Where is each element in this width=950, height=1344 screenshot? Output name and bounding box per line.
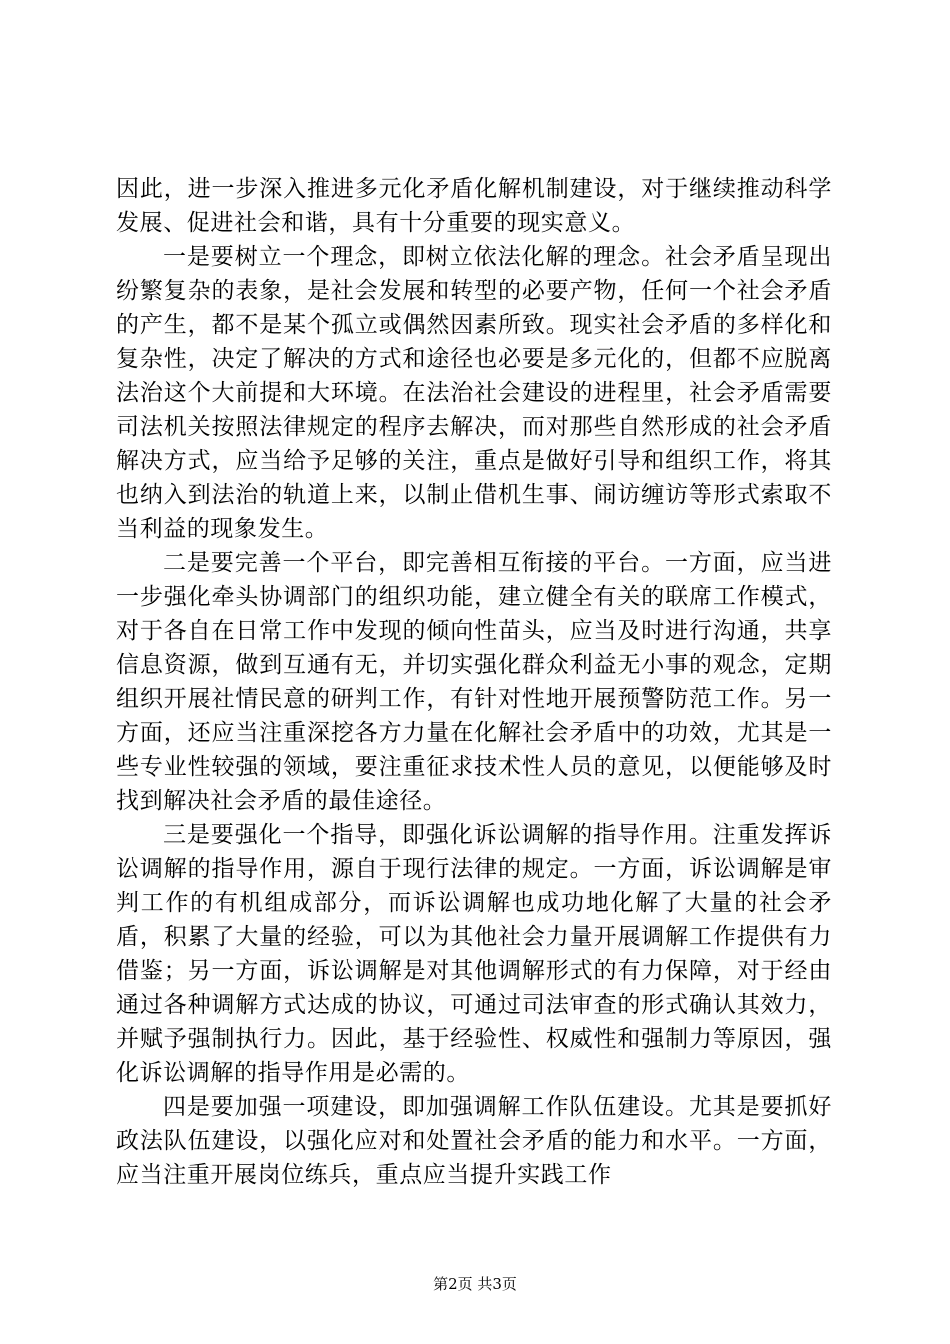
paragraph-point-two: 二是要完善一个平台，即完善相互衔接的平台。一方面，应当进一步强化牵头协调部门的组织功能，建立健全有关的联席工作模式，对于各自在日常工作中发现的倾向性苗头，应当及时进行沟通，共享信息资源，做到互通有无，并切实强化群众利益无小事的观念，定期组织开展社情民意的研判工作，有针对性地开展预警防范工作。另一方面，还应当注重深挖各方力量在化解社会矛盾中的功效，尤其是一些专业性较强的领域，要注重征求技术性人员的意见，以便能够及时找到解决社会矛盾的最佳途径。	[116, 550, 832, 814]
page-number-footer: 第2页 共3页	[433, 1275, 517, 1293]
paragraph-point-three: 三是要强化一个指导，即强化诉讼调解的指导作用。注重发挥诉讼调解的指导作用，源自于现行法律的规定。一方面，诉讼调解是审判工作的有机组成部分，而诉讼调解也成功地化解了大量的社会矛盾，积累了大量的经验，可以为其他社会力量开展调解工作提供有力借鉴；另一方面，诉讼调解是对其他调解形式的有力保障，对于经由通过各种调解方式达成的协议，可通过司法审查的形式确认其效力，并赋予强制执行力。因此，基于经验性、权威性和强制力等原因，强化诉讼调解的指导作用是必需的。	[116, 822, 832, 1086]
paragraph-point-one: 一是要树立一个理念，即树立依法化解的理念。社会矛盾呈现出纷繁复杂的表象，是社会发展和转型的必要产物，任何一个社会矛盾的产生，都不是某个孤立或偶然因素所致。现实社会矛盾的多样化和复杂性，决定了解决的方式和途径也必要是多元化的，但都不应脱离法治这个大前提和大环境。在法治社会建设的进程里，社会矛盾需要司法机关按照法律规定的程序去解决，而对那些自然形成的社会矛盾解决方式，应当给予足够的关注，重点是做好引导和组织工作，将其也纳入到法治的轨道上来，以制止借机生事、闹访缠访等形式索取不当利益的现象发生。	[116, 244, 832, 542]
document-body	[116, 172, 832, 1192]
paragraph-intro-continuation: 因此，进一步深入推进多元化矛盾化解机制建设，对于继续推动科学发展、促进社会和谐，具有十分重要的现实意义。	[116, 176, 832, 236]
paragraph-point-four: 四是要加强一项建设，即加强调解工作队伍建设。尤其是要抓好政法队伍建设，以强化应对和处置社会矛盾的能力和水平。一方面，应当注重开展岗位练兵，重点应当提升实践工作	[116, 1094, 832, 1188]
